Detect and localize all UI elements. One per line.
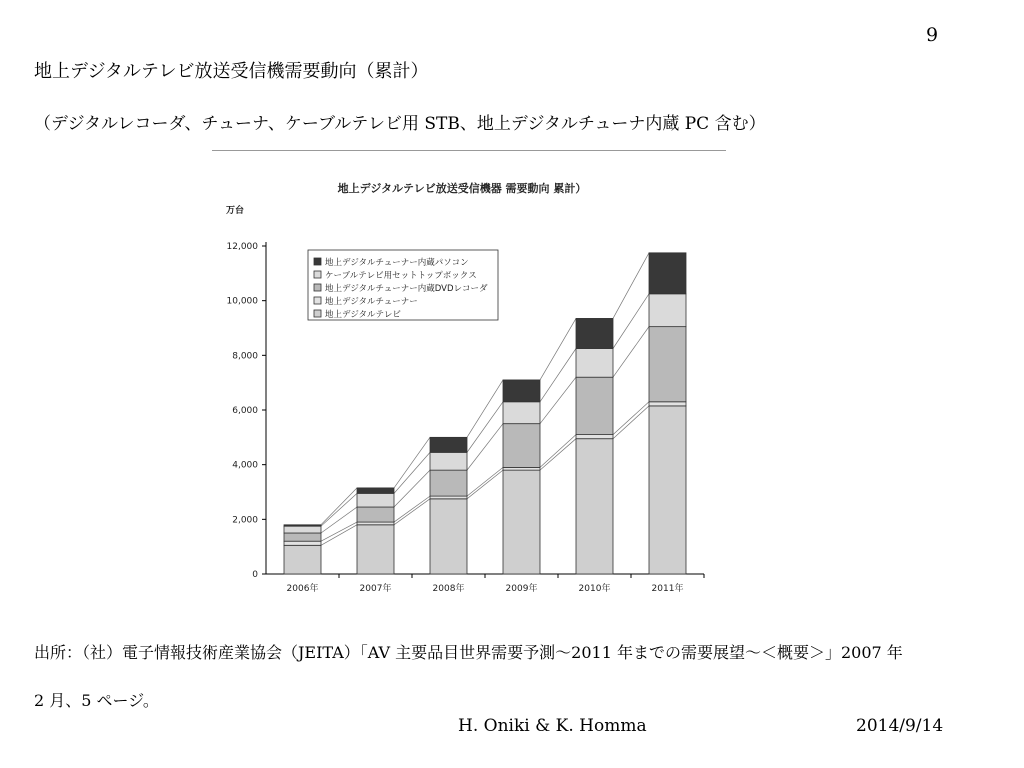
connector-line — [540, 377, 576, 423]
connector-line — [540, 439, 576, 470]
legend-swatch — [314, 258, 321, 265]
connector-line — [540, 318, 576, 380]
x-tick-label: 2007年 — [359, 584, 392, 594]
source-citation-continued: 2 月、5 ページ。 — [34, 691, 159, 710]
bar-segment — [284, 541, 321, 545]
chart-title: 地上デジタルテレビ放送受信機器 需要動向 累計） — [337, 182, 587, 195]
connector-line — [394, 470, 430, 507]
bar-segment — [430, 499, 467, 574]
y-tick-labels — [227, 242, 259, 580]
source-citation: 出所：（社）電子情報技術産業協会（JEITA）「AV 主要品目世界需要予測〜2011 年までの需要展望〜＜概要＞」2007 年 — [34, 643, 903, 662]
connector-line — [394, 437, 430, 488]
legend-label: 地上デジタルチューナー — [325, 297, 418, 307]
bar-segment — [649, 294, 686, 327]
connector-line — [467, 470, 503, 499]
bar-segment — [576, 318, 613, 348]
bar-segment — [576, 439, 613, 574]
page-number: 9 — [926, 24, 939, 46]
y-tick-label: 2,000 — [232, 515, 258, 526]
bar-segment — [649, 402, 686, 406]
connector-line — [467, 402, 503, 453]
bar-segment — [284, 533, 321, 541]
bar-segment — [430, 470, 467, 496]
connector-line — [321, 522, 357, 541]
legend-label: ケーブルテレビ用セットトップボックス — [325, 271, 477, 281]
legend-label: 地上デジタルチューナー内蔵パソコン — [325, 258, 469, 268]
bar-segment — [503, 402, 540, 424]
connector-line — [467, 380, 503, 437]
connector-line — [394, 452, 430, 493]
bar-segment — [430, 437, 467, 452]
connector-line — [613, 402, 649, 435]
footer-date: 2014/9/14 — [856, 716, 944, 736]
x-tick-label: 2008年 — [432, 584, 465, 594]
legend-swatch — [314, 310, 321, 317]
y-tick-label: 8,000 — [232, 351, 258, 362]
connector-line — [540, 435, 576, 468]
footer-authors: H. Oniki & K. Homma — [458, 716, 647, 736]
slide-subtitle: （デジタルレコーダ、チューナ、ケーブルテレビ用 STB、地上デジタルチューナ内蔵 PC 含む） — [34, 114, 766, 134]
connector-line — [540, 349, 576, 402]
connector-line — [394, 496, 430, 522]
slide-title: 地上デジタルテレビ放送受信機需要動向（累計） — [34, 61, 429, 82]
legend-label: 地上デジタルチューナー内蔵DVDレコーダ — [325, 284, 488, 294]
y-axis-unit-label: 万台 — [226, 206, 245, 216]
bar-segment — [649, 406, 686, 574]
stacked-bar-chart — [212, 170, 712, 605]
bar-segment — [503, 424, 540, 468]
connector-line — [321, 507, 357, 533]
y-tick-label: 4,000 — [232, 460, 258, 471]
bar-segment — [284, 545, 321, 574]
legend-label: 地上デジタルテレビ — [325, 310, 401, 320]
bar-segment — [357, 507, 394, 522]
bar-segment — [649, 327, 686, 402]
connector-line — [394, 499, 430, 525]
bar-segment — [503, 380, 540, 402]
bar-segment — [357, 522, 394, 525]
connector-line — [467, 467, 503, 496]
bar-segment — [357, 493, 394, 507]
x-tick-label: 2006年 — [286, 584, 319, 594]
x-tick-label: 2009年 — [505, 584, 538, 594]
bar-segment — [284, 525, 321, 526]
x-tick-labels — [287, 582, 684, 594]
bar-segment — [503, 470, 540, 574]
connector-line — [467, 424, 503, 470]
bar-segment — [576, 377, 613, 434]
x-tick-label: 2010年 — [578, 584, 611, 594]
connector-line — [613, 294, 649, 349]
y-tick-label: 12,000 — [226, 242, 258, 252]
title-divider — [212, 150, 726, 151]
y-tick-label: 10,000 — [226, 296, 258, 307]
bar-segment — [430, 452, 467, 470]
bar-segment — [576, 349, 613, 378]
connector-line — [613, 253, 649, 319]
chart-legend — [308, 250, 498, 320]
bar-segment — [430, 496, 467, 499]
y-tick-label: 6,000 — [232, 406, 258, 416]
connector-line — [321, 488, 357, 525]
y-tick-label: 0 — [252, 570, 258, 580]
legend-swatch — [314, 297, 321, 304]
bar-segment — [284, 526, 321, 533]
legend-swatch — [314, 271, 321, 278]
connector-line — [321, 525, 357, 546]
bar-segment — [357, 488, 394, 493]
connector-line — [321, 493, 357, 526]
bar-segment — [503, 467, 540, 470]
bar-segment — [649, 253, 686, 294]
connector-line — [613, 327, 649, 378]
connector-line — [613, 406, 649, 439]
bar-segment — [357, 525, 394, 574]
legend-swatch — [314, 284, 321, 291]
bar-segment — [576, 435, 613, 439]
x-tick-label: 2011年 — [651, 584, 684, 594]
